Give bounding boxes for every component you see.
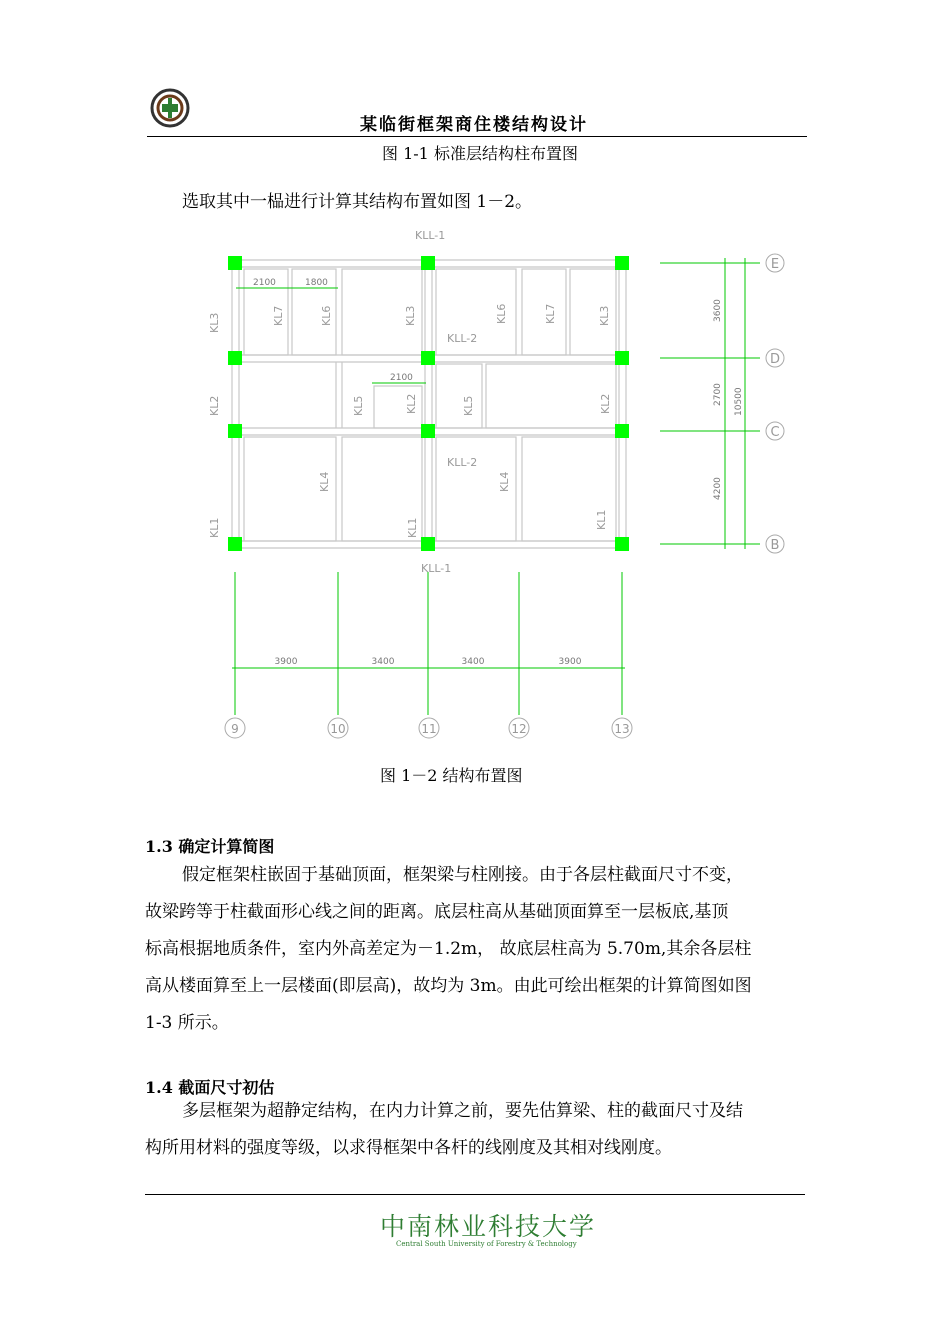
dim-text: 10500 [734, 387, 744, 416]
intro-paragraph: 选取其中一榀进行计算其结构布置如图 1－2。 [182, 192, 533, 212]
column [228, 351, 242, 365]
column [228, 256, 242, 270]
axis-label-12: 12 [511, 722, 527, 736]
beam-label: KL5 [462, 395, 475, 416]
paragraph-line: 标高根据地质条件，室内外高差定为－1.2m， 故底层柱高为 5.70m,其余各层柱 [145, 939, 752, 959]
beam-label: KL6 [320, 305, 333, 326]
dim-text: 3900 [274, 657, 298, 667]
beam-label: KLL-1 [415, 229, 446, 242]
footer-rule [145, 1194, 805, 1195]
axis-label-B: B [770, 538, 780, 553]
header-rule [147, 136, 807, 137]
beam-label: KL7 [272, 305, 285, 326]
column [615, 424, 629, 438]
beam-label: KLL-1 [421, 562, 452, 575]
dim-text: 3600 [713, 299, 723, 322]
dim-text: 2100 [390, 373, 413, 383]
paragraph-line: 高从楼面算至上一层楼面(即层高)，故均为 3m。由此可绘出框架的计算简图如图 [145, 976, 752, 996]
dim-text: 3400 [371, 657, 395, 667]
axis-label-11: 11 [421, 722, 437, 736]
axis-label-C: C [770, 425, 780, 440]
beam-label: KL4 [318, 471, 331, 492]
section-heading: 1.3 确定计算简图 [145, 837, 275, 856]
dim-text: 2700 [713, 383, 723, 406]
beam-label: KLL-2 [447, 456, 478, 469]
figure-1-1-caption: 图 1-1 标准层结构柱布置图 [382, 144, 578, 163]
figure-1-2-caption: 图 1－2 结构布置图 [380, 766, 523, 785]
column [615, 256, 629, 270]
university-seal [150, 88, 190, 128]
beam-label: KL6 [495, 303, 508, 324]
beam-label: KLL-2 [447, 332, 478, 345]
column [615, 537, 629, 551]
beam-label: KL1 [208, 517, 221, 538]
column [421, 537, 435, 551]
beam-label: KL1 [595, 509, 608, 530]
paragraph-line: 多层框架为超静定结构，在内力计算之前，要先估算梁、柱的截面尺寸及结 [182, 1101, 743, 1121]
beam-label: KL5 [352, 395, 365, 416]
dim-text: 1800 [305, 278, 328, 288]
beam-label: KL3 [208, 312, 221, 333]
beam-label: KL3 [404, 305, 417, 326]
beam-label: KL2 [599, 393, 612, 414]
axis-label-E: E [770, 257, 780, 272]
structure-layout-drawing [0, 220, 950, 750]
axis-label-10: 10 [330, 722, 346, 736]
university-name-logo: 中南林业科技大学 [380, 1212, 597, 1241]
column [228, 537, 242, 551]
university-name-en: Central South University of Forestry & Technology [396, 1240, 577, 1248]
beam-label: KL4 [498, 471, 511, 492]
header-title: 某临街框架商住楼结构设计 [360, 115, 588, 135]
column [615, 351, 629, 365]
dim-text: 2100 [253, 278, 276, 288]
beam-label: KL2 [208, 395, 221, 416]
dim-text: 3900 [558, 657, 582, 667]
column [421, 256, 435, 270]
axis-label-9: 9 [231, 722, 239, 736]
paragraph-line: 构所用材料的强度等级，以求得框架中各杆的线刚度及其相对线刚度。 [145, 1138, 672, 1158]
axis-label-D: D [769, 352, 781, 367]
beam-label: KL1 [406, 517, 419, 538]
beam-label: KL7 [544, 303, 557, 324]
beam-label: KL3 [598, 305, 611, 326]
beam-label: KL2 [405, 393, 418, 414]
paragraph-line: 故梁跨等于柱截面形心线之间的距离。底层柱高从基础顶面算至一层板底,基顶 [145, 902, 729, 922]
column [421, 424, 435, 438]
paragraph-line: 假定框架柱嵌固于基础顶面，框架梁与柱刚接。由于各层柱截面尺寸不变， [182, 865, 743, 885]
paragraph-line: 1-3 所示。 [145, 1013, 229, 1033]
dim-text: 4200 [713, 477, 723, 500]
axis-label-13: 13 [614, 722, 630, 736]
column [228, 424, 242, 438]
dim-text: 3400 [461, 657, 485, 667]
section-heading: 1.4 截面尺寸初估 [145, 1078, 275, 1097]
column [421, 351, 435, 365]
